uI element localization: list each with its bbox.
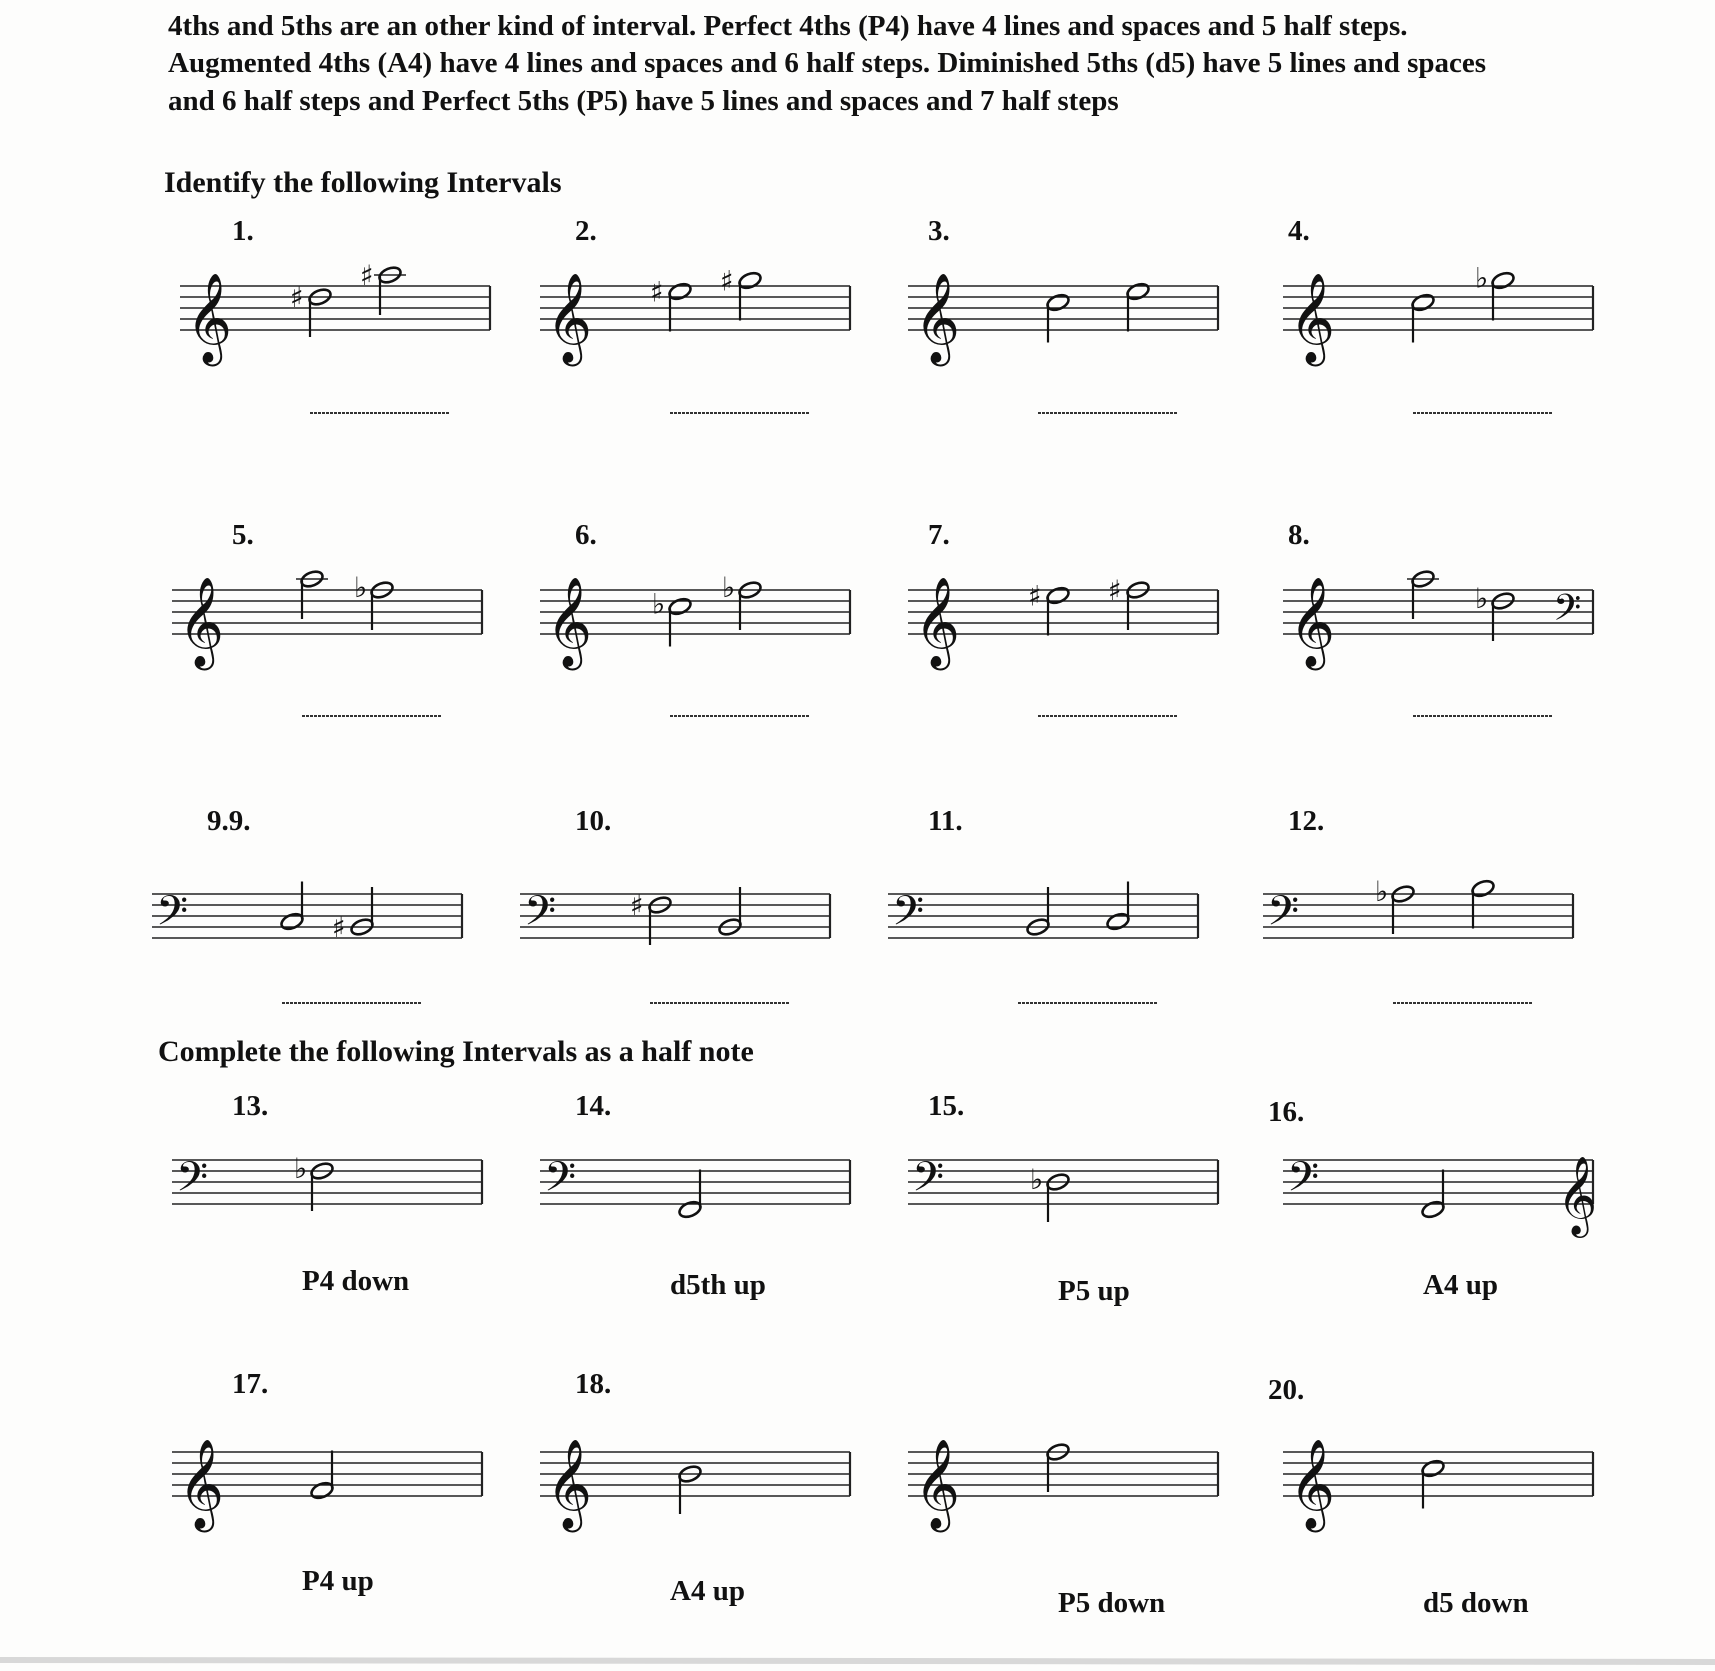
sharp-icon: ♯ bbox=[630, 889, 644, 922]
exercise-number: 20. bbox=[1268, 1374, 1305, 1406]
interval-exercise bbox=[180, 215, 490, 413]
half-note-head bbox=[1105, 911, 1130, 931]
treble-clef-icon: 𝄞 bbox=[1289, 273, 1336, 363]
treble-clef-icon: 𝄞 bbox=[186, 273, 233, 363]
flat-icon: ♭ bbox=[1375, 875, 1389, 908]
half-note-head bbox=[279, 911, 304, 931]
exercise-number: 1. bbox=[232, 215, 254, 247]
exercise-number: 10. bbox=[575, 805, 612, 837]
exercise-number: 4. bbox=[1288, 215, 1310, 247]
bass-clef-icon: 𝄢 bbox=[892, 887, 925, 945]
complete-interval-exercise bbox=[908, 1090, 1218, 1307]
flat-icon: ♭ bbox=[722, 571, 736, 604]
section-complete-heading: Complete the following Intervals as a half note bbox=[158, 1035, 754, 1068]
interval-exercise bbox=[540, 215, 850, 413]
exercise-number: 15. bbox=[928, 1090, 965, 1122]
treble-clef-icon: 𝄞 bbox=[546, 1439, 593, 1529]
exercise-number: 7. bbox=[928, 519, 950, 551]
treble-clef-icon: 𝄞 bbox=[178, 1439, 225, 1529]
exercise-number: 17. bbox=[232, 1368, 269, 1400]
bass-clef-icon: 𝄢 bbox=[1267, 887, 1300, 945]
bass-clef-icon: 𝄢 bbox=[176, 1153, 209, 1211]
complete-interval-exercise bbox=[1268, 1374, 1593, 1619]
exercise-number: 6. bbox=[575, 519, 597, 551]
interval-exercise bbox=[1283, 215, 1593, 413]
exercise-number: 2. bbox=[575, 215, 597, 247]
flat-icon: ♭ bbox=[1475, 582, 1489, 615]
sharp-icon: ♯ bbox=[720, 264, 734, 298]
half-note-head bbox=[1470, 878, 1495, 898]
treble-clef-icon: 𝄞 bbox=[1289, 577, 1336, 667]
half-note-head bbox=[309, 1480, 334, 1500]
exercise-number: 5. bbox=[232, 519, 254, 551]
exercise-grid bbox=[152, 215, 1597, 1619]
exercise-number: 3. bbox=[928, 215, 950, 247]
exercise-number: 14. bbox=[575, 1090, 612, 1122]
bass-clef-icon: 𝄢 bbox=[524, 887, 557, 945]
half-note-head bbox=[1045, 292, 1070, 312]
page-edge-shadow bbox=[0, 1660, 1715, 1662]
treble-clef-icon: 𝄞 bbox=[546, 577, 593, 667]
exercise-number: 13. bbox=[232, 1090, 269, 1122]
half-note-head bbox=[1490, 270, 1515, 290]
intro-line-1: 4ths and 5ths are an other kind of interval. Perfect 4ths (P4) have 4 lines and spaces and 5 half steps. bbox=[168, 10, 1408, 42]
interval-instruction: P5 up bbox=[1058, 1275, 1130, 1307]
flat-icon: ♭ bbox=[1030, 1163, 1044, 1196]
interval-exercise bbox=[540, 519, 850, 716]
treble-clef-icon: 𝄞 bbox=[546, 273, 593, 363]
interval-instruction: P5 down bbox=[1058, 1587, 1166, 1619]
complete-interval-exercise bbox=[540, 1368, 850, 1607]
sharp-icon: ♯ bbox=[290, 281, 304, 314]
bass-clef-icon: 𝄢 bbox=[544, 1153, 577, 1211]
interval-instruction: d5 down bbox=[1423, 1587, 1529, 1619]
exercise-number: 11. bbox=[928, 805, 963, 837]
intro-line-2: Augmented 4ths (A4) have 4 lines and spaces and 6 half steps. Diminished 5ths (d5) have 5 lines and spaces bbox=[168, 47, 1487, 79]
treble-clef-icon: 𝄞 bbox=[178, 577, 225, 667]
half-note-head bbox=[1410, 292, 1435, 312]
half-note-head bbox=[1420, 1458, 1445, 1478]
interval-exercise bbox=[172, 519, 482, 716]
sharp-icon: ♯ bbox=[332, 911, 346, 944]
exercise-number: 12. bbox=[1288, 805, 1325, 837]
interval-exercise bbox=[888, 805, 1198, 1003]
interval-instruction: A4 up bbox=[1423, 1269, 1498, 1301]
interval-exercise bbox=[1283, 519, 1593, 716]
complete-interval-exercise bbox=[540, 1090, 850, 1301]
interval-instruction: A4 up bbox=[670, 1575, 745, 1607]
interval-instruction: P4 up bbox=[302, 1565, 374, 1597]
flat-icon: ♭ bbox=[1475, 261, 1489, 295]
interval-exercise bbox=[908, 215, 1218, 413]
bass-clef-icon: 𝄢 bbox=[1287, 1153, 1320, 1211]
sharp-icon: ♯ bbox=[1028, 579, 1042, 613]
sharp-icon: ♯ bbox=[1108, 574, 1122, 607]
flat-icon: ♭ bbox=[294, 1152, 308, 1185]
half-note-head bbox=[1045, 585, 1070, 605]
treble-clef-icon: 𝄞 bbox=[914, 273, 961, 363]
half-note-head bbox=[677, 1199, 702, 1219]
half-note-head bbox=[667, 281, 692, 301]
treble-clef-icon: 𝄞 bbox=[914, 1439, 961, 1529]
treble-clef-icon: 𝄞 bbox=[914, 577, 961, 667]
sharp-icon: ♯ bbox=[360, 259, 374, 292]
interval-instruction: d5th up bbox=[670, 1269, 766, 1301]
half-note-head bbox=[667, 596, 692, 616]
flat-icon: ♭ bbox=[652, 587, 666, 621]
sharp-icon: ♯ bbox=[650, 275, 664, 309]
complete-interval-exercise bbox=[908, 1439, 1218, 1619]
complete-interval-exercise bbox=[172, 1090, 482, 1297]
exercise-number: 16. bbox=[1268, 1096, 1305, 1128]
interval-exercise bbox=[520, 805, 830, 1003]
section-identify-heading: Identify the following Intervals bbox=[164, 166, 562, 199]
interval-exercise bbox=[152, 805, 462, 1003]
complete-interval-exercise bbox=[1268, 1096, 1597, 1301]
interval-instruction: P4 down bbox=[302, 1265, 410, 1297]
half-note-head bbox=[1420, 1199, 1445, 1219]
half-note-head bbox=[737, 270, 762, 290]
exercise-number: 18. bbox=[575, 1368, 612, 1400]
intro-line-3: and 6 half steps and Perfect 5ths (P5) have 5 lines and spaces and 7 half steps bbox=[168, 85, 1119, 117]
bass-clef-icon: 𝄢 bbox=[1553, 587, 1582, 638]
bass-clef-icon: 𝄢 bbox=[912, 1153, 945, 1211]
treble-clef-icon: 𝄞 bbox=[1289, 1439, 1336, 1529]
bass-clef-icon: 𝄢 bbox=[156, 887, 189, 945]
flat-icon: ♭ bbox=[354, 571, 368, 604]
complete-interval-exercise bbox=[172, 1368, 482, 1597]
exercise-number: 9.9. bbox=[207, 805, 251, 837]
interval-exercise bbox=[908, 519, 1218, 716]
exercise-number: 8. bbox=[1288, 519, 1310, 551]
half-note-head bbox=[1125, 281, 1150, 301]
interval-exercise bbox=[1263, 805, 1573, 1003]
treble-clef-icon: 𝄞 bbox=[1557, 1156, 1598, 1235]
